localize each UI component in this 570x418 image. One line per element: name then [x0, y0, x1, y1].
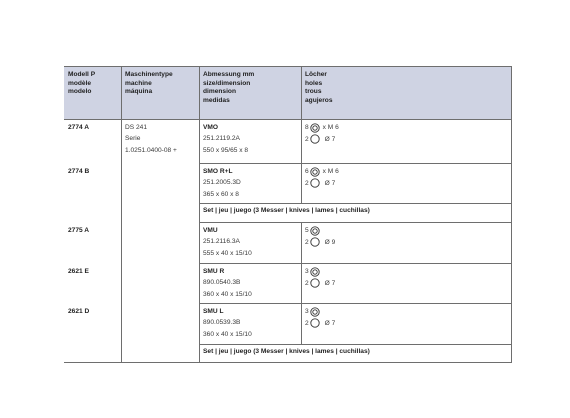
double-ring-icon: [310, 167, 320, 177]
col-divider-3b: [301, 222, 302, 344]
hole-spec: [305, 317, 335, 328]
blade-name: SMU L: [203, 308, 224, 315]
blade-name: SMU R: [203, 268, 225, 275]
part-number: 251.2119.2A: [203, 135, 240, 143]
header-model: [68, 71, 95, 97]
hole-count: 8: [305, 124, 309, 132]
dimension-cell-1: [203, 122, 248, 156]
hole-spec: [305, 166, 339, 177]
blade-name: SMO R+L: [203, 168, 233, 175]
model-2621e: 2621 E: [68, 268, 89, 275]
row-rule-4: [199, 263, 512, 264]
machine-info: [125, 122, 177, 156]
row-rule-6: [199, 344, 512, 345]
row-rule-1: [199, 163, 512, 164]
header-machine-fr: machine: [125, 79, 152, 87]
header-dimension-en: size/dimension: [203, 79, 251, 87]
header-holes-fr: trous: [305, 88, 322, 96]
header-holes-de: Löcher: [305, 71, 327, 78]
header-model-es: modelo: [68, 88, 92, 96]
hole-spec-text: x M 6: [322, 168, 339, 176]
col-divider-2: [199, 66, 200, 363]
model-2774a: 2774 A: [68, 124, 90, 131]
holes-cell-2: [305, 166, 339, 189]
set-label-2: Set | jeu | juego (3 Messer | knives | lames | cuchillas): [203, 348, 370, 355]
machine-series-label: Serie: [125, 135, 141, 143]
hole-spec: [305, 266, 335, 277]
blade-size: 360 x 40 x 15/10: [203, 330, 252, 338]
header-machine: [125, 71, 173, 97]
header-model-fr: modèle: [68, 79, 92, 87]
hole-count: 2: [305, 135, 309, 143]
header-dimension: [203, 71, 254, 105]
header-holes: [305, 71, 332, 105]
row-rule-5: [199, 303, 512, 304]
hole-count: 2: [305, 238, 309, 246]
hole-spec: [305, 177, 339, 188]
hole-count: 2: [305, 319, 309, 327]
header-holes-es: agujeros: [305, 96, 333, 104]
hole-spec-text: Ø 7: [324, 319, 336, 327]
single-ring-icon: [310, 318, 320, 328]
hole-spec-text: Ø 7: [324, 179, 336, 187]
header-dimension-es: medidas: [203, 96, 230, 104]
part-number: 890.0539.3B: [203, 319, 241, 327]
model-2621d: 2621 D: [68, 308, 90, 315]
machine-series-number: 1.0251.0400-08 +: [125, 146, 177, 154]
blade-size: 360 x 40 x 15/10: [203, 290, 252, 298]
hole-spec-text: Ø 7: [324, 279, 336, 287]
right-border: [511, 66, 512, 363]
header-rule: [64, 119, 512, 120]
hole-spec: [305, 225, 335, 236]
header-holes-en: holes: [305, 79, 323, 87]
double-ring-icon: [310, 123, 320, 133]
hole-count: 3: [305, 268, 309, 276]
blade-size: 550 x 95/65 x 8: [203, 146, 249, 154]
single-ring-icon: [310, 237, 320, 247]
blade-size: 555 x 40 x 15/10: [203, 249, 252, 257]
blade-size: 365 x 60 x 8: [203, 190, 239, 198]
part-number: 251.2116.3A: [203, 238, 240, 246]
hole-count: 6: [305, 168, 309, 176]
top-rule: [64, 66, 512, 67]
holes-cell-5: [305, 306, 335, 329]
blade-name: VMO: [203, 124, 219, 131]
header-model-de: Modell P: [68, 71, 96, 78]
double-ring-icon: [310, 226, 320, 236]
hole-spec: [305, 306, 335, 317]
set-label-1: Set | jeu | juego (3 Messer | knives | lames | cuchillas): [203, 207, 370, 214]
single-ring-icon: [310, 178, 320, 188]
double-ring-icon: [310, 267, 320, 277]
holes-cell-1: [305, 122, 339, 145]
dimension-cell-4: [203, 266, 252, 300]
model-2775a: 2775 A: [68, 227, 90, 234]
dimension-cell-5: [203, 306, 252, 340]
hole-spec-text: Ø 7: [324, 135, 336, 143]
double-ring-icon: [310, 307, 320, 317]
hole-spec-text: Ø 9: [324, 238, 336, 246]
row-rule-2: [199, 203, 512, 204]
header-dimension-fr: dimension: [203, 88, 236, 96]
hole-spec: [305, 133, 339, 144]
machine-type: DS 241: [125, 124, 147, 131]
model-2774b: 2774 B: [68, 168, 90, 175]
single-ring-icon: [310, 278, 320, 288]
header-machine-es: máquina: [125, 88, 153, 96]
table-header: [64, 66, 512, 119]
hole-spec: [305, 122, 339, 133]
dimension-cell-2: [203, 166, 241, 200]
col-divider-3a: [301, 66, 302, 203]
hole-spec-text: x M 6: [322, 124, 339, 132]
header-machine-de: Maschinentype: [125, 71, 173, 78]
holes-cell-4: [305, 266, 335, 289]
holes-cell-3: [305, 225, 335, 248]
hole-spec: [305, 277, 335, 288]
hole-spec: [305, 236, 335, 247]
row-rule-3: [199, 222, 512, 223]
hole-count: 2: [305, 279, 309, 287]
hole-count: 3: [305, 308, 309, 316]
hole-count: 2: [305, 179, 309, 187]
blade-name: VMU: [203, 227, 218, 234]
single-ring-icon: [310, 134, 320, 144]
hole-count: 5: [305, 227, 309, 235]
col-divider-1: [121, 66, 122, 363]
header-dimension-de: Abmessung mm: [203, 71, 255, 78]
part-number: 890.0540.3B: [203, 279, 241, 287]
bottom-rule: [64, 362, 512, 363]
part-number: 251.2005.3D: [203, 179, 241, 187]
dimension-cell-3: [203, 225, 252, 259]
